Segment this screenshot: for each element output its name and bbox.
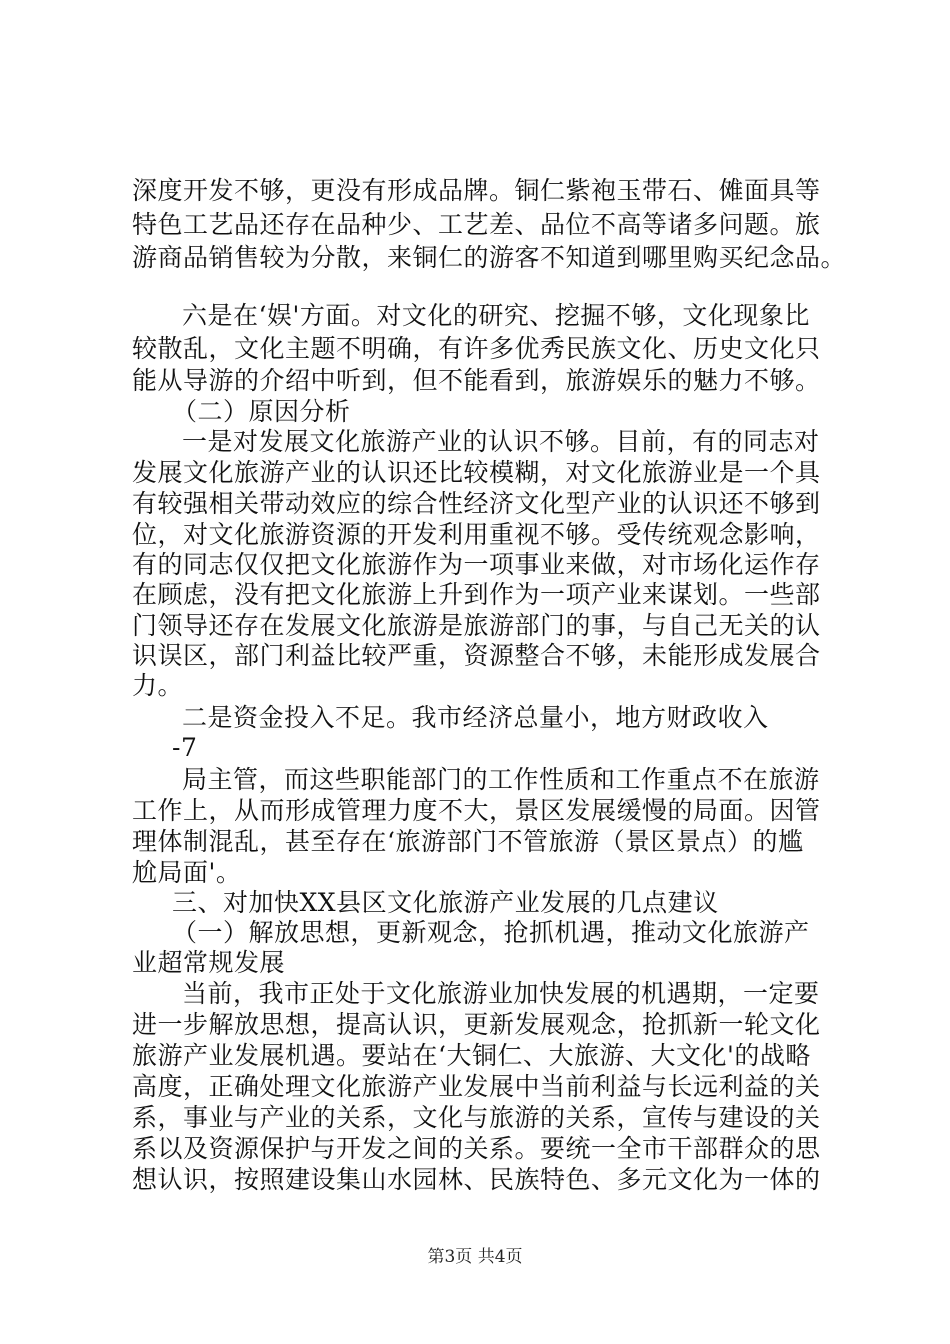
text-line: 游商品销售较为分散，来铜仁的游客不知道到哪里购买纪念品。 (132, 243, 847, 272)
section-heading: 三、对加快XX县区文化旅游产业发展的几点建议 (172, 888, 719, 917)
text-line: 特色工艺品还存在品种少、工艺差、品位不高等诸多问题。旅 (132, 210, 821, 239)
text-line: 理体制混乱，甚至存在‘旅游部门不管旅游（景区景点）的尴 (132, 827, 804, 856)
text-line: 想认识，按照建设集山水园林、民族特色、多元文化为一体的 (132, 1165, 821, 1194)
text-line: 工作上，从而形成管理力度不大，景区发展缓慢的局面。因管 (132, 796, 821, 825)
text-line: 位，对文化旅游资源的开发利用重视不够。受传统观念影响， (132, 520, 821, 549)
text-line: 当前，我市正处于文化旅游业加快发展的机遇期，一定要 (182, 979, 820, 1008)
subsection-heading: 业超常规发展 (132, 948, 286, 977)
text-line: 局主管，而这些职能部门的工作性质和工作重点不在旅游 (182, 765, 820, 794)
text-line: 二是资金投入不足。我市经济总量小，地方财政收入 (182, 703, 769, 732)
text-line: 系，事业与产业的关系，文化与旅游的关系，宣传与建设的关 (132, 1103, 821, 1132)
text-line: 有的同志仅仅把文化旅游作为一项事业来做，对市场化运作存 (132, 550, 821, 579)
text-line: 进一步解放思想，提高认识，更新发展观念，抢抓新一轮文化 (132, 1010, 821, 1039)
subsection-heading: （一）解放思想，更新观念，抢抓机遇，推动文化旅游产 (172, 918, 810, 947)
text-line: 力。 (132, 671, 184, 700)
text-line: 高度，正确处理文化旅游产业发展中当前利益与长远利益的关 (132, 1072, 821, 1101)
text-line: 发展文化旅游产业的认识还比较模糊，对文化旅游业是一个具 (132, 458, 821, 487)
section-heading: （二）原因分析 (172, 397, 351, 426)
text-line: 一是对发展文化旅游产业的认识不够。目前，有的同志对 (182, 427, 820, 456)
text-line: 能从导游的介绍中听到，但不能看到，旅游娱乐的魅力不够。 (132, 366, 821, 395)
text-line: 尬局面'。 (132, 858, 242, 887)
text-line: 系以及资源保护与开发之间的关系。要统一全市干部群众的思 (132, 1134, 821, 1163)
page-fragment-marker: -7 (172, 733, 198, 762)
text-line: 较散乱，文化主题不明确，有许多优秀民族文化、历史文化只 (132, 334, 821, 363)
text-line: 门领导还存在发展文化旅游是旅游部门的事，与自己无关的认 (132, 611, 821, 640)
text-line: 深度开发不够，更没有形成品牌。铜仁紫袍玉带石、傩面具等 (132, 176, 821, 205)
text-line: 在顾虑，没有把文化旅游上升到作为一项产业来谋划。一些部 (132, 580, 821, 609)
text-line: 六是在‘娱'方面。对文化的研究、挖掘不够，文化现象比 (182, 301, 810, 330)
page-number-footer: 第3页 共4页 (427, 1247, 523, 1267)
text-line: 识误区，部门利益比较严重，资源整合不够，未能形成发展合 (132, 641, 821, 670)
text-line: 有较强相关带动效应的综合性经济文化型产业的认识还不够到 (132, 489, 821, 518)
text-line: 旅游产业发展机遇。要站在‘大铜仁、大旅游、大文化'的战略 (132, 1041, 811, 1070)
